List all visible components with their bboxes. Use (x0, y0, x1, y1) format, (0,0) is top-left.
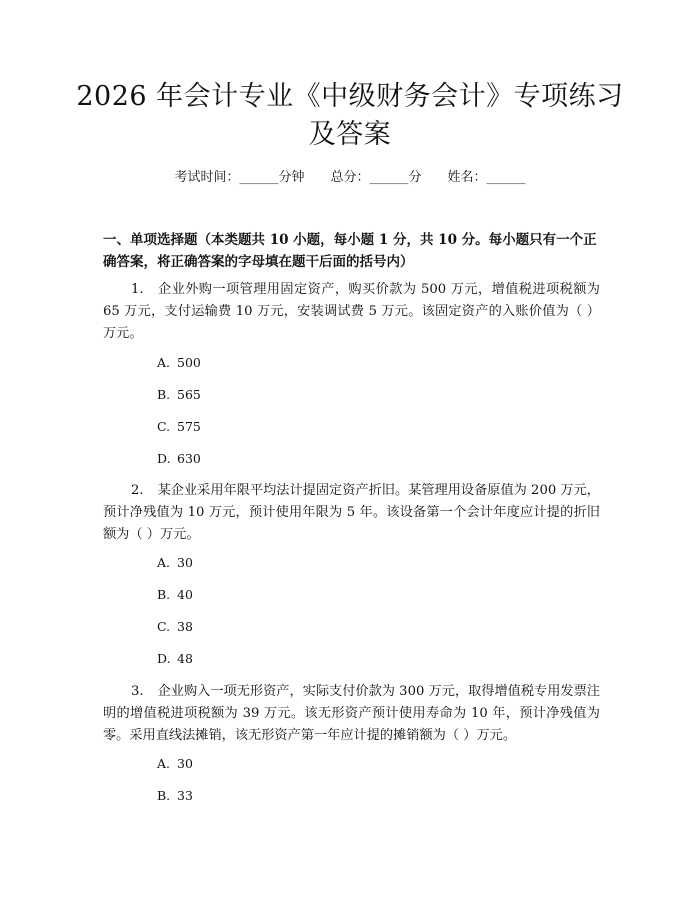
option-value: 40 (177, 587, 193, 602)
question-2-option-d (157, 650, 193, 668)
option-letter: B. (157, 788, 171, 803)
title-line-2: 及答案 (308, 119, 392, 150)
option-letter: D. (157, 651, 171, 666)
question-number: 3. (131, 684, 144, 699)
question-text: 企业购入一项无形资产，实际支付价款为 300 万元，取得增值税专用发票注明的增值税进项税额为 39 万元。该无形资产预计使用寿命为 10 年，预计净残值为零。采用直线法摊销，该无形资产第一年应计提的摊销额为（ ）万元。 (103, 684, 600, 743)
option-value: 630 (177, 451, 201, 466)
option-letter: B. (157, 587, 171, 602)
option-letter: C. (157, 419, 171, 434)
question-2-option-b (157, 586, 193, 604)
document-title (60, 78, 640, 154)
question-1-option-c (157, 418, 201, 436)
option-value: 38 (177, 619, 193, 634)
option-letter: C. (157, 619, 171, 634)
question-1-option-a (157, 354, 201, 372)
exam-time-label: 考试时间：______分钟 (174, 170, 305, 185)
option-letter: D. (157, 451, 171, 466)
question-3 (103, 681, 600, 747)
question-1-option-d (157, 450, 201, 468)
question-3-option-b (157, 787, 193, 805)
option-value: 33 (177, 788, 193, 803)
title-line-1: 2026 年会计专业《中级财务会计》专项练习 (76, 81, 624, 112)
section-header-single-choice: 一、单项选择题（本类题共 10 小题，每小题 1 分，共 10 分。每小题只有一个正确答案，将正确答案的字母填在题干后面的括号内） (103, 232, 597, 270)
name-label: 姓名：______ (447, 170, 526, 185)
question-text: 某企业采用年限平均法计提固定资产折旧。某管理用设备原值为 200 万元，预计净残值为 10 万元，预计使用年限为 5 年。该设备第一个会计年度应计提的折旧额为（ ）万元。 (103, 483, 600, 542)
option-letter: A. (157, 756, 171, 771)
question-1-option-b (157, 386, 201, 404)
question-2 (103, 480, 600, 546)
option-value: 30 (177, 756, 193, 771)
option-value: 30 (177, 555, 193, 570)
option-letter: A. (157, 355, 171, 370)
option-value: 575 (177, 419, 201, 434)
question-3-option-a (157, 755, 193, 773)
exam-info-line (0, 168, 700, 188)
question-text: 企业外购一项管理用固定资产，购买价款为 500 万元，增值税进项税额为 65 万元，支付运输费 10 万元，安装调试费 5 万元。该固定资产的入账价值为（ ）万元。 (103, 282, 600, 341)
option-value: 565 (177, 387, 201, 402)
option-letter: A. (157, 555, 171, 570)
option-value: 48 (177, 651, 193, 666)
total-score-label: 总分：______分 (330, 170, 422, 185)
question-1 (103, 279, 600, 345)
question-2-option-c (157, 618, 193, 636)
question-number: 2. (131, 483, 144, 498)
option-letter: B. (157, 387, 171, 402)
question-number: 1. (131, 282, 144, 297)
option-value: 500 (177, 355, 201, 370)
question-2-option-a (157, 554, 193, 572)
